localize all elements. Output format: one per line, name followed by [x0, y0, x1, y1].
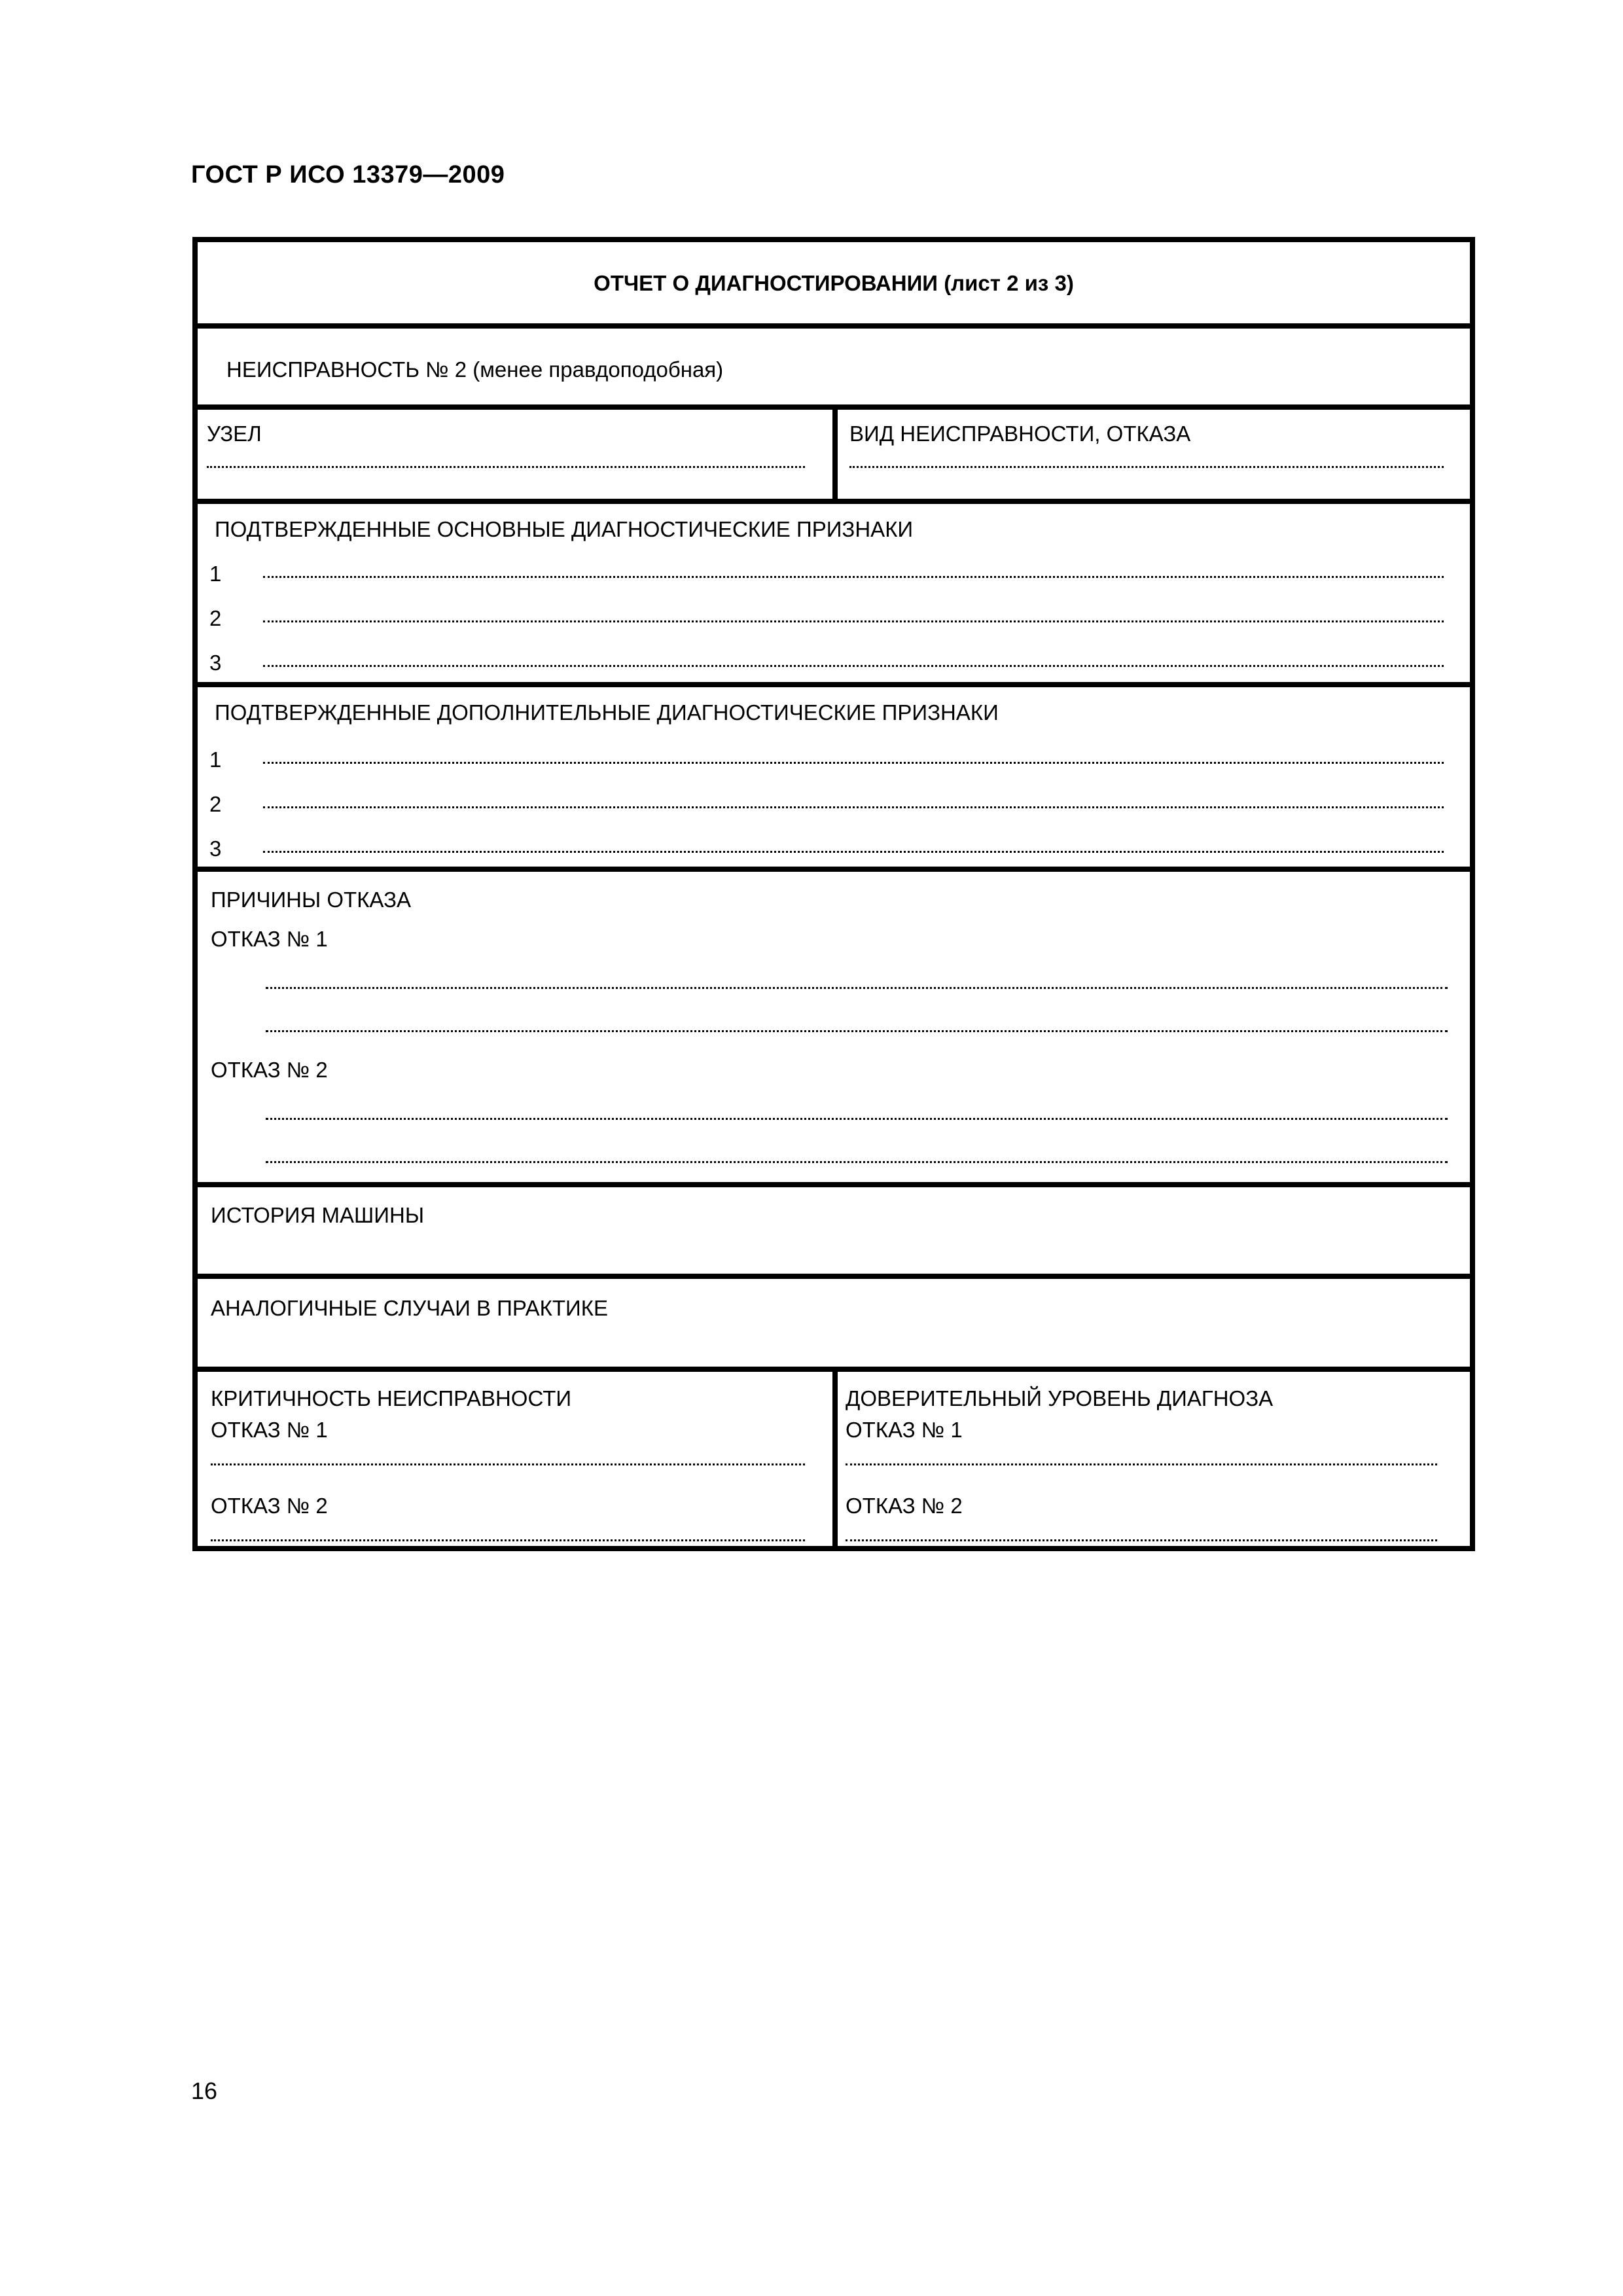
causes-label: ПРИЧИНЫ ОТКАЗА: [211, 888, 412, 912]
extra-sign-number: 2: [209, 792, 222, 816]
criticality-label: КРИТИЧНОСТЬ НЕИСПРАВНОСТИ: [211, 1386, 572, 1410]
main-sign-number: 3: [209, 651, 222, 675]
cause-failure-2-field-1[interactable]: [266, 1118, 1448, 1120]
column-divider: [832, 1372, 838, 1546]
extra-sign-field-3[interactable]: [263, 851, 1444, 853]
confidence-label: ДОВЕРИТЕЛЬНЫЙ УРОВЕНЬ ДИАГНОЗА: [846, 1386, 1274, 1410]
extra-signs-section: [198, 682, 1470, 867]
page-number: 16: [191, 2077, 218, 2104]
criticality-failure-2-field[interactable]: [211, 1539, 805, 1541]
similar-cases-label: АНАЛОГИЧНЫЕ СЛУЧАИ В ПРАКТИКЕ: [211, 1296, 609, 1320]
confidence-failure-2-field[interactable]: [846, 1539, 1437, 1541]
causes-section: [198, 867, 1470, 1182]
main-signs-section: [198, 499, 1470, 682]
fault-label: НЕИСПРАВНОСТЬ № 2 (менее правдоподобная): [226, 357, 724, 382]
document-header: ГОСТ Р ИСО 13379—2009: [191, 161, 505, 188]
cause-failure-2-label: ОТКАЗ № 2: [211, 1058, 328, 1082]
form-title: ОТЧЕТ О ДИАГНОСТИРОВАНИИ (лист 2 из 3): [594, 271, 1074, 295]
history-section: [198, 1182, 1470, 1274]
fault-type-field[interactable]: [849, 466, 1444, 468]
main-sign-number: 1: [209, 562, 222, 586]
cause-failure-1-field-1[interactable]: [266, 987, 1448, 989]
confidence-failure-2-label: ОТКАЗ № 2: [846, 1494, 963, 1518]
node-section: [198, 404, 1470, 499]
main-sign-field-1[interactable]: [263, 576, 1444, 578]
extra-sign-field-2[interactable]: [263, 806, 1444, 808]
cause-failure-2-field-2[interactable]: [266, 1161, 1448, 1163]
fault-type-label: ВИД НЕИСПРАВНОСТИ, ОТКАЗА: [849, 422, 1191, 446]
similar-cases-section: [198, 1274, 1470, 1367]
node-label: УЗЕЛ: [207, 422, 262, 446]
extra-sign-number: 1: [209, 747, 222, 772]
criticality-failure-2-label: ОТКАЗ № 2: [211, 1494, 328, 1518]
form-title-section: [198, 242, 1470, 323]
extra-sign-number: 3: [209, 836, 222, 861]
extra-signs-label: ПОДТВЕРЖДЕННЫЕ ДОПОЛНИТЕЛЬНЫЕ ДИАГНОСТИЧЕСКИЕ ПРИЗНАКИ: [215, 700, 999, 725]
criticality-failure-1-label: ОТКАЗ № 1: [211, 1418, 328, 1442]
criticality-section: [198, 1367, 1470, 1546]
main-sign-field-2[interactable]: [263, 620, 1444, 622]
main-signs-label: ПОДТВЕРЖДЕННЫЕ ОСНОВНЫЕ ДИАГНОСТИЧЕСКИЕ ПРИЗНАКИ: [215, 517, 914, 541]
column-divider: [832, 410, 838, 499]
cause-failure-1-field-2[interactable]: [266, 1030, 1448, 1032]
history-label: ИСТОРИЯ МАШИНЫ: [211, 1203, 425, 1227]
node-field[interactable]: [207, 466, 805, 468]
cause-failure-1-label: ОТКАЗ № 1: [211, 927, 328, 951]
main-sign-field-3[interactable]: [263, 665, 1444, 667]
extra-sign-field-1[interactable]: [263, 762, 1444, 764]
confidence-failure-1-label: ОТКАЗ № 1: [846, 1418, 963, 1442]
diagnosis-report-form: [192, 237, 1475, 1551]
fault-section: [198, 323, 1470, 404]
main-sign-number: 2: [209, 606, 222, 630]
confidence-failure-1-field[interactable]: [846, 1463, 1437, 1465]
criticality-failure-1-field[interactable]: [211, 1463, 805, 1465]
